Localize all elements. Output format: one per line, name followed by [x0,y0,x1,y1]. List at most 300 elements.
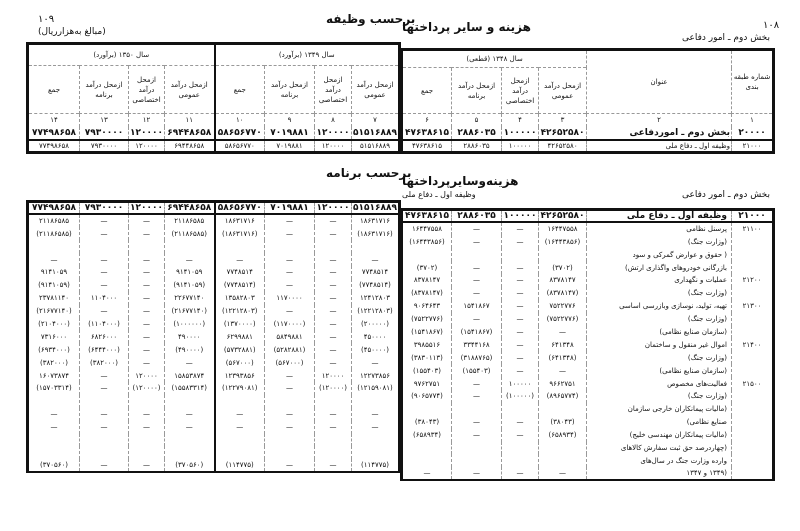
amount-cell: — [452,287,502,300]
table-row [28,446,400,459]
amount-cell: — [215,421,265,434]
col-header-general: ازمحل درآمد عمومی [539,68,587,114]
classification-code [732,248,774,261]
classification-code: ۲۱۵۰۰ [732,377,774,390]
amount-cell: (۳۸۲۰۰۰) [28,356,80,369]
table-row [28,330,400,343]
amount-cell: — [452,274,502,287]
amount-cell: ۲۳۷۸۱۱۴۰ [28,292,80,305]
row-title: بازرگانی خودروهای واگذاری ارتش) [587,261,732,274]
amount-cell: ۱۲۴۱۲۸۰۳ [352,292,400,305]
amount-cell [215,434,265,447]
right-page-heading: هزینه و سایر پرداختها [402,20,531,34]
amount-cell [315,446,352,459]
amount-cell: ۹۰۶۴۶۴۳ [402,300,452,313]
classification-code [732,351,774,364]
row-title: (چهاردرصد حق ثبت سفارش کالاهای [587,442,732,455]
amount-cell [452,442,502,455]
amount-cell [265,240,315,253]
table-row [28,408,400,421]
amount-cell: — [129,318,165,331]
amount-cell: — [502,274,539,287]
table-row [402,377,774,390]
amount-cell: — [452,416,502,429]
amount-cell: ۷۹۳۰۰۰۰ [80,127,129,140]
amount-cell: ۵۸۶۵۶۷۷۰ [215,127,265,140]
classification-code [732,326,774,339]
amount-cell: — [80,421,129,434]
col-number: ۵ [452,114,502,127]
amount-cell: — [502,351,539,364]
amount-cell: — [452,235,502,248]
amount-cell [80,434,129,447]
row-title: (مالیات پیمانکاران خارجی سازمان [587,403,732,416]
amount-cell: ۷۰۱۹۸۸۱ [265,127,315,140]
classification-code: ۲۱۰۰۰ [732,140,774,153]
table-row [28,421,400,434]
amount-cell: — [315,318,352,331]
amount-cell [502,442,539,455]
amount-cell: — [129,292,165,305]
col-number: ۱۰ [215,114,265,127]
amount-cell [265,395,315,408]
classification-code [732,454,774,467]
amount-cell: (۳۱۸۸۷۶۵) [452,351,502,364]
table-row [28,253,400,266]
amount-cell: — [539,364,587,377]
col-number: ۱ [732,114,774,127]
amount-cell [352,446,400,459]
amount-cell: — [215,253,265,266]
amount-cell: (۹۰۶۵۷۷۴) [402,390,452,403]
classification-code: ۲۱۳۰۰ [732,300,774,313]
classification-code: ۲۱۱۰۰ [732,222,774,235]
classification-code: ۲۰۰۰۰ [732,127,774,140]
row-title: اموال غیر منقول و ساختمان [587,338,732,351]
amount-cell: (۱۳۷۰۰۰۰) [215,318,265,331]
amount-cell: — [502,300,539,313]
row-title: فعالیت‌های مخصوص [587,377,732,390]
amount-cell: (۱۲۲۱۲۸۰۳) [352,305,400,318]
classification-code [732,429,774,442]
amount-cell [352,434,400,447]
col-number: ۶ [402,114,452,127]
amount-cell: — [28,421,80,434]
table-row [28,434,400,447]
amount-cell [129,446,165,459]
amount-cell [502,248,539,261]
amount-cell: ۵۱۵۱۶۸۸۹ [352,127,400,140]
amount-cell: ۶۹۴۴۸۶۵۸ [165,202,215,215]
amount-cell: — [502,222,539,235]
amount-cell: ۵۸۶۵۶۷۷۰ [215,140,265,153]
amount-cell: ۹۷۶۲۷۵۱ [402,377,452,390]
amount-cell: ۱۲۰۰۰۰ [129,369,165,382]
amount-cell: — [502,313,539,326]
amount-cell: ۱۸۶۳۱۷۱۶ [215,214,265,227]
col-header-total: جمع [402,68,452,114]
amount-cell: — [502,261,539,274]
col-number: ۷ [352,114,400,127]
col-header: جمع [215,66,265,114]
amount-cell: (۳۸۳۰۱۱۳) [402,351,452,364]
amount-cell: ۱۶۰۷۳۸۷۴ [28,369,80,382]
col-header: ازمحل درآمد عمومی [165,66,215,114]
amount-cell: ۵۱۵۱۶۸۸۹ [352,140,400,153]
amount-cell: (۷۵۲۲۷۷۶) [539,313,587,326]
amount-cell: — [315,279,352,292]
summary-row [402,140,774,153]
amount-cell: ۴۲۶۵۲۵۸۰ [539,140,587,153]
amount-cell: — [129,408,165,421]
amount-cell [215,240,265,253]
left-detail-table [26,200,401,473]
amount-cell: (۱۱۰۴۰۰۰) [80,318,129,331]
amount-cell: — [315,343,352,356]
amount-cell [502,403,539,416]
right-section-label: بخش دوم ـ امور دفاعی [681,33,770,43]
table-row [28,395,400,408]
amount-cell: (۱۲۰۰۰۰) [315,382,352,395]
amount-cell: ۱۲۲۷۳۸۵۶ [352,369,400,382]
row-title: ( حقوق و عوارض گمرکی و سود [587,248,732,261]
classification-code [732,313,774,326]
amount-cell: — [129,253,165,266]
amount-cell [452,403,502,416]
amount-cell: — [265,214,315,227]
amount-cell [129,434,165,447]
col-number: ۲ [587,114,732,127]
amount-cell: — [315,330,352,343]
amount-cell: — [129,330,165,343]
right-page-heading-2: هزینه‌وسایرپرداختها [402,174,519,188]
amount-cell [28,240,80,253]
amount-cell: (۳۸۰۴۳) [539,416,587,429]
amount-cell: ۷۰۱۹۸۸۱ [265,202,315,215]
amount-cell: ۴۷۶۳۸۶۱۵ [402,140,452,153]
amount-cell: — [265,421,315,434]
amount-cell: — [215,408,265,421]
amount-cell: ۱۲۰۰۰۰ [315,127,352,140]
amount-cell: (۳۷۰۵۶۰) [165,459,215,472]
amount-cell: (۴۹۰۰۰۰) [165,343,215,356]
row-title: وظیفه اول ـ دفاع ملی [587,140,732,153]
amount-cell: (۱۱۷۰۰۰۰) [265,318,315,331]
amount-cell: ۹۶۶۲۷۵۱ [539,377,587,390]
amount-cell [315,434,352,447]
amount-cell: (۱۶۴۴۳۸۵۶) [539,235,587,248]
amount-cell: ۷۷۴۹۸۶۵۸ [28,140,80,153]
classification-code [732,235,774,248]
amount-cell: ۴۲۶۵۲۵۸۰ [539,210,587,223]
amount-cell: ۱۳۵۸۲۸۰۳ [215,292,265,305]
classification-code: ۲۱۲۰۰ [732,274,774,287]
row-title: (سازمان صنایع نظامی) [587,326,732,339]
amount-cell: — [265,382,315,395]
amount-cell: ۱۵۴۱۸۶۷ [452,300,502,313]
row-title: وظیفه اول ـ دفاع ملی [587,210,732,223]
amount-cell [165,434,215,447]
amount-cell: (۱۰۰۰۰۰۰) [165,318,215,331]
amount-cell: — [315,421,352,434]
amount-cell [539,403,587,416]
amount-cell: ۳۳۴۴۱۶۸ [452,338,502,351]
amount-cell: ۱۱۰۴۰۰۰ [80,292,129,305]
amount-cell: — [129,214,165,227]
amount-cell: — [315,459,352,472]
amount-cell: ۷۰۱۹۸۸۱ [265,140,315,153]
amount-cell: (۱۲۰۰۰۰) [129,382,165,395]
amount-cell: ۵۸۶۵۶۷۷۰ [215,202,265,215]
amount-cell: ۹۱۴۱۰۵۹ [28,266,80,279]
amount-cell: — [502,235,539,248]
amount-cell: — [315,305,352,318]
amount-cell: — [129,305,165,318]
table-row [402,454,774,467]
amount-cell: ۵۸۴۹۸۸۱ [265,330,315,343]
amount-cell: (۱۸۶۳۱۷۱۶) [352,227,400,240]
amount-cell: — [539,467,587,480]
amount-cell: ۴۷۶۳۸۶۱۵ [402,127,452,140]
amount-cell: ۱۲۰۰۰۰ [129,140,165,153]
amount-cell: — [502,338,539,351]
classification-code: ۲۱۴۰۰ [732,338,774,351]
amount-cell [129,395,165,408]
amount-cell: ۶۲۹۹۸۸۱ [215,330,265,343]
amount-cell [265,434,315,447]
row-title: صنایع نظامی) [587,416,732,429]
amount-cell [402,403,452,416]
amount-cell [80,395,129,408]
amount-cell: ۴۲۶۵۲۵۸۰ [539,127,587,140]
amount-cell: — [80,266,129,279]
amount-cell [402,454,452,467]
amount-cell: ۷۷۴۸۵۱۴ [215,266,265,279]
amount-cell [165,240,215,253]
amount-cell: — [165,356,215,369]
amount-cell: — [352,253,400,266]
row-title: (۱۳۴۹ و ۱۳۴۷ [587,467,732,480]
classification-code [732,287,774,300]
amount-cell: (۶۴۱۳۴۸) [539,351,587,364]
col-number: ۱۳ [80,114,129,127]
classification-code [732,467,774,480]
row-title: (وزارت جنگ) [587,313,732,326]
amount-cell: ۷۷۴۹۸۶۵۸ [28,202,80,215]
table-row [402,403,774,416]
amount-cell [315,240,352,253]
row-title: (مالیات پیمانکاران مهندسی خلیج) [587,429,732,442]
amount-cell: — [502,467,539,480]
amount-cell [165,395,215,408]
amount-cell: ۸۳۷۸۱۴۷ [539,274,587,287]
amount-cell [28,395,80,408]
col-number: ۱۴ [28,114,80,127]
amount-cell: — [129,459,165,472]
amount-cell: — [315,253,352,266]
amount-cell [402,442,452,455]
amount-cell: (۱۶۴۴۳۸۵۶) [402,235,452,248]
amount-cell: — [265,459,315,472]
amount-cell: ۴۷۶۳۸۶۱۵ [402,210,452,223]
amount-cell: — [129,343,165,356]
amount-cell: (۵۶۷۰۰۰) [215,356,265,369]
year-header-1348: سال ۱۳۴۸ (قطعی) [402,50,587,68]
amount-cell: (۸۳۷۸۱۴۷) [402,287,452,300]
amount-cell: (۳۷۰۲) [539,261,587,274]
amount-cell: ۴۵۰۰۰۰ [352,330,400,343]
row-title: وارده وزارت جنگ در سال‌های [587,454,732,467]
table-row [28,214,400,227]
amount-cell: (۵۷۳۲۸۸۱) [215,343,265,356]
summary-row [28,140,400,153]
amount-cell: — [502,364,539,377]
right-section-label-2: بخش دوم ـ امور دفاعی [681,190,770,200]
table-row [28,459,400,472]
table-row [402,222,774,235]
table-row [402,338,774,351]
amount-cell: ۱۰۰۰۰۰ [502,377,539,390]
row-title: (وزارت جنگ) [587,287,732,300]
amount-cell: — [352,421,400,434]
amount-cell: — [80,279,129,292]
row-title: (وزارت جنگ) [587,390,732,403]
amount-cell: — [80,382,129,395]
right-page-number: ۱۰۸ [763,20,780,31]
amount-cell: (۱۵۵۴۰۳) [452,364,502,377]
amount-cell: — [315,214,352,227]
classification-code [732,364,774,377]
classification-code [732,442,774,455]
amount-cell: — [80,408,129,421]
amount-cell: ۷۷۴۸۵۱۴ [352,266,400,279]
amount-cell: — [80,227,129,240]
table-row [402,364,774,377]
amount-cell [539,442,587,455]
amount-cell [539,454,587,467]
amount-cell: — [80,459,129,472]
table-row [402,442,774,455]
col-number: ۳ [539,114,587,127]
table-row [402,210,774,223]
amount-cell: — [265,279,315,292]
amount-cell: ۳۹۸۵۵۱۶ [402,338,452,351]
amount-cell: (۳۷۰۵۶۰) [28,459,80,472]
table-row [28,382,400,395]
row-title: بخش دوم ـ اموردفاعی [587,127,732,140]
amount-cell: — [315,356,352,369]
amount-cell: (۲۱۰۴۰۰۰) [28,318,80,331]
table-row [28,279,400,292]
amount-cell: (۳۸۰۴۳) [402,416,452,429]
amount-cell: ۸۳۷۸۱۴۷ [402,274,452,287]
amount-cell: ۶۹۴۴۸۶۵۸ [165,140,215,153]
amount-cell: (۷۷۴۸۵۱۴) [215,279,265,292]
amount-cell [502,454,539,467]
amount-cell [402,248,452,261]
amount-cell: — [315,408,352,421]
amount-cell [215,395,265,408]
amount-cell [352,240,400,253]
amount-cell: — [265,227,315,240]
row-title: پرسنل نظامی [587,222,732,235]
amount-cell [28,434,80,447]
amount-cell: ۲۸۸۶۰۳۵ [452,140,502,153]
col-number: ۱۲ [129,114,165,127]
amount-cell: (۱۵۷۰۳۳۱۴) [28,382,80,395]
amount-cell: (۳۷۰۲) [402,261,452,274]
amount-cell: ۱۶۴۴۷۵۵۸ [539,222,587,235]
left-page-number: ۱۰۹ [38,14,55,25]
amount-cell: — [265,408,315,421]
amount-cell: (۸۹۶۵۷۷۴) [539,390,587,403]
amount-cell: ۶۹۴۴۸۶۵۸ [165,127,215,140]
amount-cell: — [452,261,502,274]
amount-cell: ۲۱۱۸۶۵۸۵ [165,214,215,227]
table-row [402,313,774,326]
col-header: جمع [28,66,80,114]
amount-cell [315,395,352,408]
amount-cell: — [502,416,539,429]
amount-cell: — [80,369,129,382]
amount-cell: ۲۸۸۶۰۳۵ [452,127,502,140]
classification-code: ۲۱۰۰۰ [732,210,774,223]
amount-cell [80,446,129,459]
amount-cell: (۲۱۱۸۶۵۸۵) [165,227,215,240]
amount-cell: (۵۶۷۰۰۰) [265,356,315,369]
amount-cell: — [452,377,502,390]
amount-cell: ۷۳۱۶۰۰۰ [28,330,80,343]
col-header: ازمحل درآمد برنامه [265,66,315,114]
col-number: ۴ [502,114,539,127]
amount-cell: ۲۲۶۷۷۱۴۰ [165,292,215,305]
left-summary-table [26,42,401,154]
col-header-program: ازمحل درآمد برنامه [452,68,502,114]
table-row [28,227,400,240]
amount-cell: — [129,421,165,434]
amount-cell [539,248,587,261]
table-row [402,467,774,480]
table-row [28,369,400,382]
amount-cell: (۱۵۵۴۰۳) [402,364,452,377]
amount-cell: ۴۹۰۰۰۰ [165,330,215,343]
units-note: (مبالغ به‌هزارریال) [38,27,106,37]
amount-cell: (۱۲۲۷۹۰۸۱) [215,382,265,395]
amount-cell: ۱۲۳۹۳۸۵۶ [215,369,265,382]
amount-cell: — [452,390,502,403]
amount-cell: — [352,408,400,421]
amount-cell: — [129,227,165,240]
col-number: ۹ [265,114,315,127]
right-summary-table [400,48,775,154]
amount-cell [80,240,129,253]
amount-cell: ۷۷۴۹۸۶۵۸ [28,127,80,140]
table-row [402,390,774,403]
amount-cell: — [28,408,80,421]
amount-cell: — [315,266,352,279]
amount-cell [129,240,165,253]
amount-cell: — [402,467,452,480]
table-row [28,292,400,305]
amount-cell: (۱۱۴۷۷۵) [215,459,265,472]
amount-cell: — [265,253,315,266]
col-header-dedicated: ازمحل درآمد اختصاصی [502,68,539,114]
amount-cell: (۳۸۲۰۰۰) [80,356,129,369]
row-title: (وزارت جنگ) [587,235,732,248]
classification-code [732,390,774,403]
amount-cell: — [315,292,352,305]
row-title: (وزارت جنگ) [587,351,732,364]
